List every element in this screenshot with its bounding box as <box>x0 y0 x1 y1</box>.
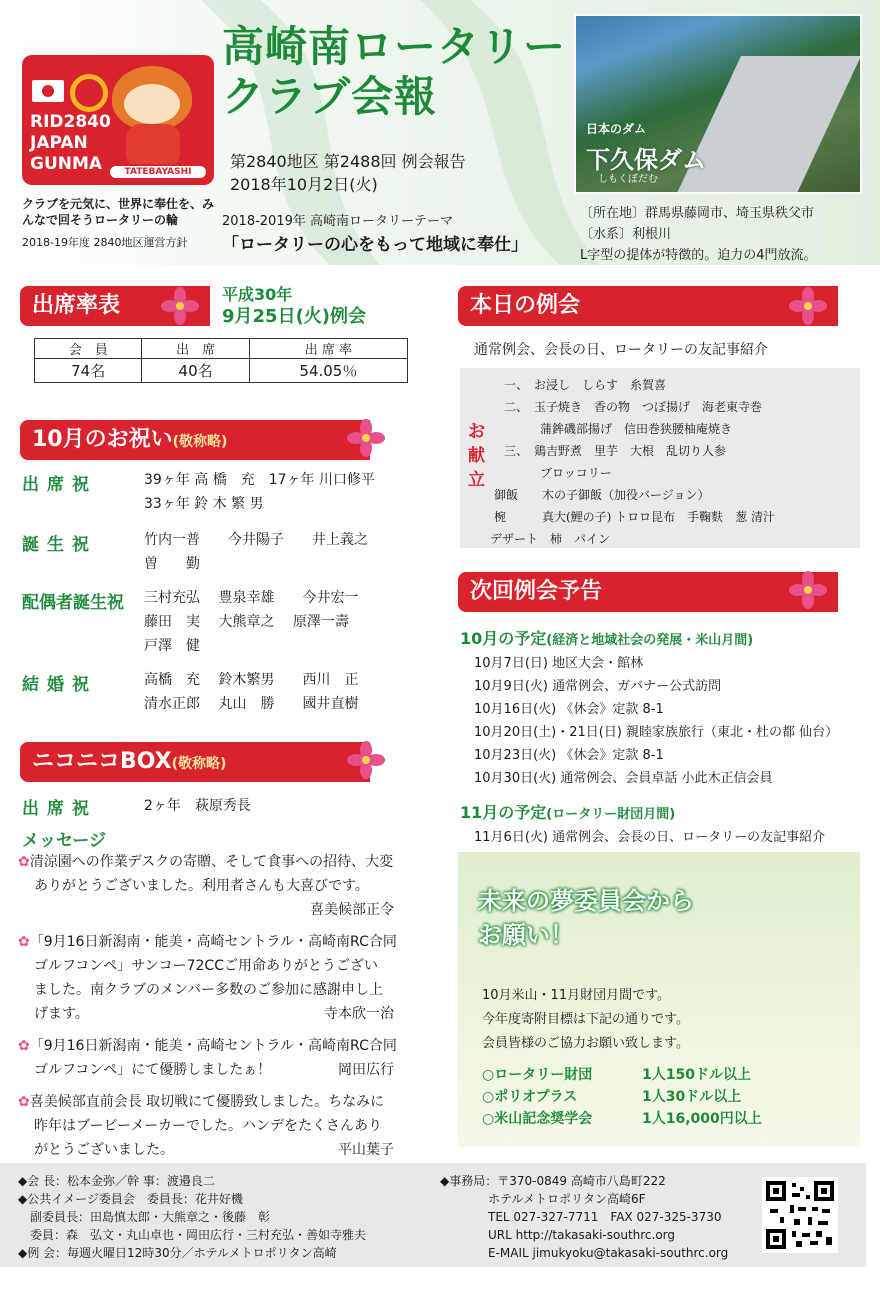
club-theme: 「ロータリーの心をもって地域に奉仕」 <box>222 235 528 255</box>
attendance-header: 出 席 <box>142 339 249 359</box>
schedule-item: 10月16日(火) 《休会》定款 8-1 <box>474 702 664 717</box>
page-title: 高崎南ロータリー クラブ会報 <box>222 22 567 121</box>
nikoniko-heading: ニコニコBOX(敬称略) <box>20 742 370 782</box>
star-icon: ✿ <box>18 934 30 950</box>
message-item: ✿喜美候部直前会長 取切戦にて優勝致しました。ちなみに 昨年はブービーメーカーでした。ハンデをたくさんあり がとうございました。 平山葉子 <box>18 1094 394 1158</box>
attendance-date: 平成30年 9月25日(火)例会 <box>222 285 367 327</box>
celebration-label-spouse: 配偶者誕生祝 <box>22 593 124 613</box>
october-heading: 10月の予定(経済と地域社会の発展・米山月間) <box>460 629 754 648</box>
japan-flag-icon <box>32 80 64 102</box>
mascot-face <box>124 84 180 124</box>
flower-icon <box>346 740 386 780</box>
schedule-item: 10月20日(土)・21日(日) 親睦家族旅行（東北・杜の都 仙台） <box>474 725 839 740</box>
attendance-header: 出 席 率 <box>249 339 407 359</box>
qr-code-icon[interactable] <box>762 1177 838 1253</box>
donation-targets <box>482 1064 762 1130</box>
star-icon: ✿ <box>18 854 30 870</box>
celebration-label-attendance: 出席祝 <box>22 475 97 495</box>
footer-office: ◆事務局：〒370-0849 高崎市八島町222 ホテルメトロポリタン高崎6F TEL 027-327-7711 FAX 027-325-3730 URL http://takasaki-southrc.org E-MAIL jimukyoku@takasaki-southrc.org <box>440 1174 729 1260</box>
dam-reading: しもくぼだむ <box>598 174 658 185</box>
november-heading: 11月の予定(ロータリー財団月間) <box>460 803 676 822</box>
star-icon: ✿ <box>18 1094 30 1110</box>
district-policy: 2018-19年度 2840地区運営方針 <box>22 236 188 249</box>
mascot-body <box>126 124 180 168</box>
donation-target: ○ロータリー財団 1人150ドル以上 <box>482 1067 751 1083</box>
report-info: 第2840地区 第2488回 例会報告 2018年10月2日(火) <box>230 152 466 194</box>
schedule-item: 10月23日(火) 《休会》定款 8-1 <box>474 748 664 763</box>
schedule-item: 11月6日(火) 通常例会、会長の日、ロータリーの友記事紹介 <box>474 830 826 845</box>
email-link[interactable]: E-MAIL jimukyoku@takasaki-southrc.org <box>440 1246 729 1260</box>
message-item: ✿清涼園への作業デスクの寄贈、そして食事への招待、大変 ありがとうございました。利用者さんも大喜びです。 喜美候部正令 <box>18 854 394 918</box>
nikoniko-attend-value: 2ヶ年 萩原秀長 <box>144 798 251 814</box>
today-heading: 本日の例会 <box>458 286 838 326</box>
schedule-item: 10月30日(火) 通常例会、会員卓話 小此木正信会員 <box>474 771 773 786</box>
celebration-names-attendance: 39ヶ年 高 橋 充 17ヶ年 川口修平 33ヶ年 鈴 木 繁 男 <box>144 472 375 512</box>
schedule-item: 10月9日(火) 通常例会、ガバナー公式訪問 <box>474 679 722 694</box>
attendance-heading: 出席率表 <box>20 286 210 326</box>
attendance-value: 54.05％ <box>249 359 407 383</box>
dam-caption: 日本のダム <box>586 122 647 136</box>
donation-target: ○ポリオプラス 1人30ドル以上 <box>482 1089 742 1105</box>
attendance-header: 会 員 <box>35 339 142 359</box>
message-list <box>18 852 412 1160</box>
rotary-wheel-icon <box>70 74 108 112</box>
message-item: ✿「9月16日新潟南・能美・高崎セントラル・高崎南RC合同 ゴルフコンペ」サンコー72CCご用命ありがとうござい ました。南クラブのメンバー多数のご参加に感謝申し上 げます。 寺本欣一治 <box>18 934 397 1022</box>
attendance-table <box>34 338 408 383</box>
celebration-label-birthday: 誕生祝 <box>22 535 97 555</box>
flower-icon <box>788 286 828 326</box>
celebration-names-spouse: 三村充弘 豊泉幸雄 今井宏一 藤田 実 大熊章之 原澤一壽 戸澤 健 <box>144 590 359 654</box>
dam-name: 下久保ダム <box>586 146 706 174</box>
star-icon: ✿ <box>18 1038 30 1054</box>
message-item: ✿「9月16日新潟南・能美・高崎セントラル・高崎南RC合同 ゴルフコンペ」にて優勝しましたぁ！ 岡田広行 <box>18 1038 397 1078</box>
november-schedule <box>474 826 825 849</box>
dam-photo <box>574 14 862 194</box>
dream-body: 10月米山・11月財団月間です。 今年度寄附目標は下記の通りです。 会員皆様のご協力お願い致します。 <box>482 988 689 1051</box>
message-heading: メッセージ <box>22 831 106 851</box>
celebration-heading: 10月のお祝い(敬称略) <box>20 420 370 460</box>
today-description: 通常例会、会長の日、ロータリーの友記事紹介 <box>474 342 768 358</box>
celebration-names-birthday: 竹内一普 今井陽子 井上義之 曽 勤 <box>144 532 368 572</box>
website-link[interactable]: URL http://takasaki-southrc.org <box>440 1228 676 1242</box>
flower-icon <box>346 418 386 458</box>
dream-title: 未来の夢委員会から お願い！ <box>478 887 694 949</box>
october-schedule <box>474 652 838 790</box>
attendance-value: 74名 <box>35 359 142 383</box>
district-slogan: クラブを元気に、世界に奉仕を、みんなで回そうロータリーの輪 <box>22 197 215 227</box>
next-heading: 次回例会予告 <box>458 572 838 612</box>
dam-info: 〔所在地〕群馬県藤岡市、埼玉県秩父市 〔水系〕利根川 L字型の提体が特徴的。迫力の4門放流。 <box>580 206 817 263</box>
celebration-label-wedding: 結婚祝 <box>22 675 97 695</box>
attendance-value: 40名 <box>142 359 249 383</box>
schedule-item: 10月7日(日) 地区大会・館林 <box>474 656 644 671</box>
flower-icon <box>788 570 828 610</box>
nikoniko-attend-label: 出席祝 <box>22 799 97 819</box>
celebration-names-wedding: 高橋 充 鈴木繁男 西川 正 清水正郎 丸山 勝 國井直樹 <box>144 672 359 712</box>
footer-officers: ◆会 長：松本金弥／幹 事：渡邉良二 ◆公共イメージ委員会 委員長：花井好機 副委員長：田島慎太郎・大熊章之・後藤 彰 委員：森 弘文・丸山卓也・岡田広行・三村充弘・善如寺雅夫 ◆例 会：毎週火曜日12時30分／ホテルメトロポリタン高崎 <box>18 1174 367 1260</box>
logo-text: RID2840 JAPAN GUNMA <box>30 112 111 174</box>
theme-label: 2018-2019年 高崎南ロータリーテーマ <box>222 214 453 229</box>
flower-icon <box>160 286 200 326</box>
donation-target: ○米山記念奨学会 1人16,000円以上 <box>482 1111 762 1127</box>
menu-list: 一、 お浸し しらす 糸賀喜 二、 玉子焼き 香の物 つぼ揚げ 海老東寺巻 蒲鉾磯部揚げ 信田巻狭腰柚庵焼き 三、 鶏吉野煮 里芋 大根 乱切り人参 ブロッコリー 御飯 木の子御飯（加役バージョン） 椀 真大(鯉の子) トロロ昆布 手鞠麩 葱 清汁 デザート 柿 パイン <box>490 378 775 546</box>
logo-banner: TATEBAYASHI <box>108 164 208 180</box>
menu-label: お献立 <box>468 422 485 490</box>
